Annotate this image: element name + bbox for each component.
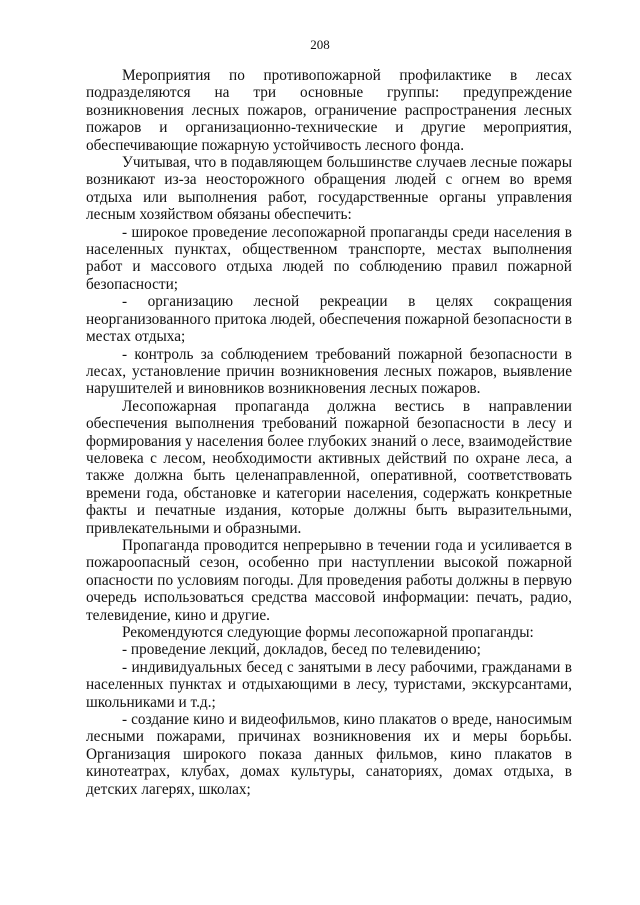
- page-number: 208: [310, 37, 330, 52]
- body-text: [86, 67, 572, 798]
- list-item-individual-talks: - индивидуальных бесед с занятыми в лесу рабочими, гражданами в населенных пунктах и отдыхающими в лесу, туристами, экскурсантами, школьниками и т.д.;: [86, 658, 572, 711]
- list-item-lectures: - проведение лекций, докладов, бесед по телевидению;: [122, 641, 481, 659]
- paragraph-propaganda-season: Пропаганда проводится непрерывно в течении года и усиливается в пожароопасный сезон, особенно при наступлении высокой пожарной опасности по условиям погоды. Для проведения работы должны в первую очередь использоваться средства массовой информации: печать, радио, телевидение, кино и другие.: [86, 536, 572, 624]
- list-item-safety-control: - контроль за соблюдением требований пожарной безопасности в лесах, установление причин возникновения лесных пожаров, выявление нарушителей и виновников возникновения лесных пожаров.: [86, 345, 572, 398]
- list-item-films-posters: - создание кино и видеофильмов, кино плакатов о вреде, наносимым лесными пожарами, причинах возникновения их и меры борьбы. Организация широкого показа данных фильмов, кино плакатов в кинотеатрах, клубах, домах культуры, санаториях, домах отдыха, в детских лагерях, школах;: [86, 711, 572, 798]
- paragraph-authorities-obligations: Учитывая, что в подавляющем большинстве случаев лесные пожары возникают из-за неосторожного обращения людей с огнем во время отдыха или выполнения работ, государственные органы управления лесным хозяйством обязаны обеспечить:: [86, 154, 572, 224]
- list-item-forest-recreation: - организацию лесной рекреации в целях сокращения неорганизованного притока людей, обеспечения пожарной безопасности в местах отдыха;: [86, 293, 572, 346]
- paragraph-recommended-forms: Рекомендуются следующие формы лесопожарной пропаганды:: [122, 624, 534, 641]
- paragraph-propaganda-goals: Лесопожарная пропаганда должна вестись в направлении обеспечения выполнения требований пожарной безопасности в лесу и формирования у населения более глубоких знаний о лесе, взаимодействие человека с лесом, необходимости активных действий по охране леса, а также должна быть целенаправленной, оперативной, соответствовать времени года, обстановке и категории населения, содержать конкретные факты и печатные издания, которые должны быть выразительными, привлекательными и образными.: [86, 397, 572, 537]
- paragraph-fire-prevention-groups: Мероприятия по противопожарной профилактике в лесах подразделяются на три основные группы: предупреждение возникновения лесных пожаров, ограничение распространения лесных пожаров и организационно-технические и другие мероприятия, обеспечивающие пожарную устойчивость лесного фонда.: [86, 67, 572, 154]
- list-item-fire-propaganda: - широкое проведение лесопожарной пропаганды среди населения в населенных пунктах, общественном транспорте, местах выполнения работ и массового отдыха людей по соблюдению правил пожарной безопасности;: [86, 223, 572, 293]
